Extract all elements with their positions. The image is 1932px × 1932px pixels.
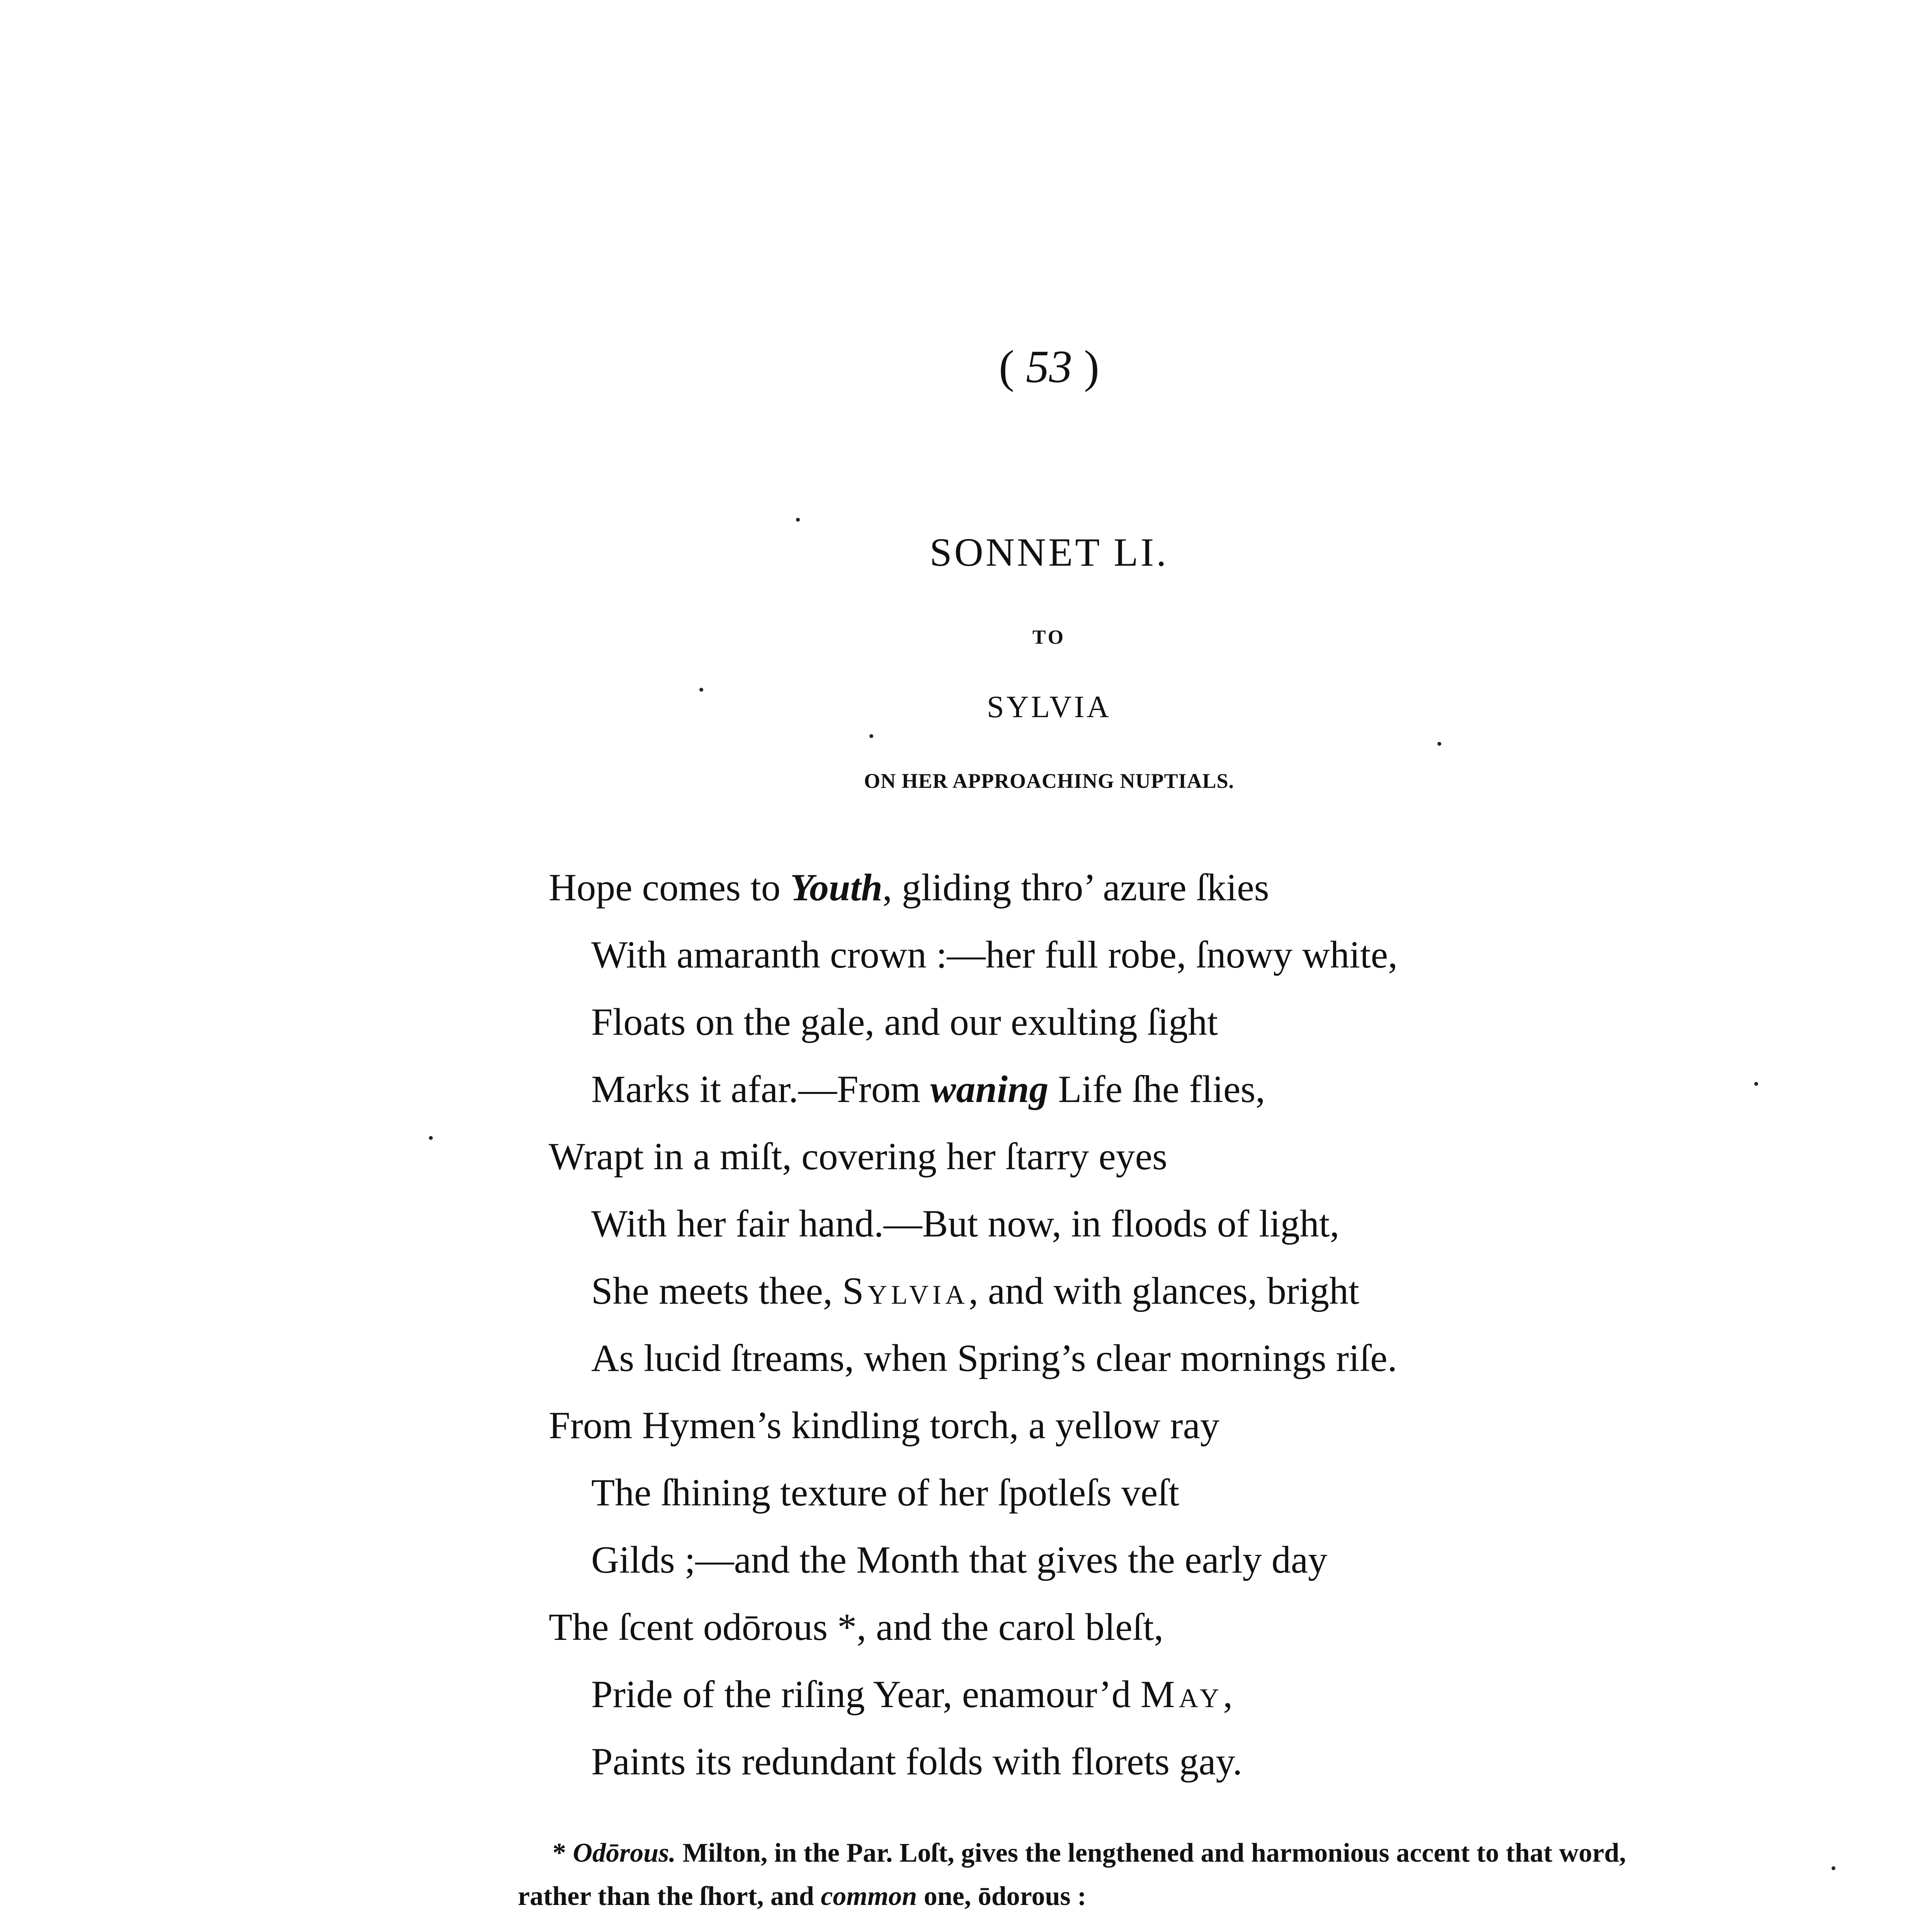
- poem-line: [549, 1325, 1824, 1392]
- poem-line-segment: May: [1140, 1673, 1223, 1716]
- poem-line-segment: The ſcent odōrous *, and the carol bleſt,: [549, 1605, 1164, 1648]
- poem-line-segment: Gilds ;—and the Month that gives the early day: [591, 1538, 1328, 1581]
- poem-line: [549, 921, 1824, 988]
- poem-line-segment: As lucid ſtreams, when Spring’s clear mornings riſe.: [591, 1337, 1397, 1379]
- poem-line: [549, 1056, 1824, 1123]
- page-number: [0, 340, 1932, 393]
- poem-body: [549, 854, 1824, 1795]
- poem-line-segment: waning: [930, 1068, 1049, 1111]
- poem-line-segment: , gliding thro’ azure ſkies: [882, 866, 1269, 909]
- footnote-text-b: one, ōdorous :: [917, 1881, 1087, 1911]
- page-number-open: (: [999, 341, 1014, 392]
- scan-speck: [1754, 1082, 1758, 1086]
- poem-line-segment: , and with glances, bright: [968, 1269, 1359, 1312]
- footnote-term: Odōrous.: [573, 1838, 676, 1868]
- poem-line-segment: She meets thee,: [591, 1269, 842, 1312]
- dedication-addressee: SYLVIA: [987, 690, 1111, 724]
- poem-line: [549, 1728, 1824, 1795]
- poem-line-segment: ,: [1223, 1673, 1233, 1716]
- poem-line-segment: Marks it afar.—From: [591, 1068, 930, 1111]
- poem-line: [549, 1257, 1824, 1325]
- poem-line: [549, 1190, 1824, 1257]
- poem-line-segment: Floats on the gale, and our exulting ſight: [591, 1000, 1218, 1043]
- poem-line-segment: With amaranth crown :—her full robe, ſnowy white,: [591, 933, 1398, 976]
- scan-speck: [429, 1136, 433, 1140]
- poem-line: [549, 1459, 1824, 1526]
- poem-line-segment: Wrapt in a miſt, covering her ſtarry eyes: [549, 1135, 1167, 1178]
- poem-line-segment: Sylvia: [842, 1269, 969, 1312]
- scan-speck: [796, 518, 800, 522]
- poem-line: [549, 1123, 1824, 1190]
- poem-line-segment: Youth: [790, 866, 883, 909]
- footnote-text-a: Milton, in the Par. Loſt, gives the lengthened and harmonious accent to that word, rather than the ſhort, and: [518, 1838, 1626, 1911]
- poem-line: [549, 854, 1824, 921]
- scan-speck: [1832, 1866, 1835, 1870]
- sonnet-title: SONNET LI.: [929, 530, 1169, 575]
- dedication-occasion: ON HER APPROACHING NUPTIALS.: [864, 769, 1235, 793]
- scan-speck: [1437, 742, 1441, 746]
- scan-speck: [869, 734, 873, 738]
- poem-line: [549, 1526, 1824, 1594]
- poem-line: [549, 1392, 1824, 1459]
- page-number-close: ): [1084, 341, 1099, 392]
- poem-line: [549, 1594, 1824, 1661]
- poem-line-segment: The ſhining texture of her ſpotleſs veſt: [591, 1471, 1179, 1514]
- footnote-marker: *: [553, 1838, 566, 1868]
- poem-line-segment: Hope comes to: [549, 866, 790, 909]
- poem-line: [549, 988, 1824, 1056]
- poem-line-segment: Paints its redundant folds with florets gay.: [591, 1740, 1242, 1783]
- poem-line-segment: From Hymen’s kindling torch, a yellow ray: [549, 1404, 1219, 1447]
- poem-line-segment: Life ſhe flies,: [1048, 1068, 1265, 1111]
- dedication-to: TO: [1032, 626, 1066, 648]
- footnote-term-common: common: [821, 1881, 917, 1911]
- poem-line: [549, 1661, 1824, 1728]
- footnote: [518, 1832, 1638, 1918]
- page-number-value: 53: [1026, 341, 1072, 392]
- poem-line-segment: Pride of the riſing Year, enamour’d: [591, 1673, 1141, 1716]
- poem-line-segment: With her fair hand.—But now, in floods of light,: [591, 1202, 1340, 1245]
- scan-speck: [699, 688, 703, 692]
